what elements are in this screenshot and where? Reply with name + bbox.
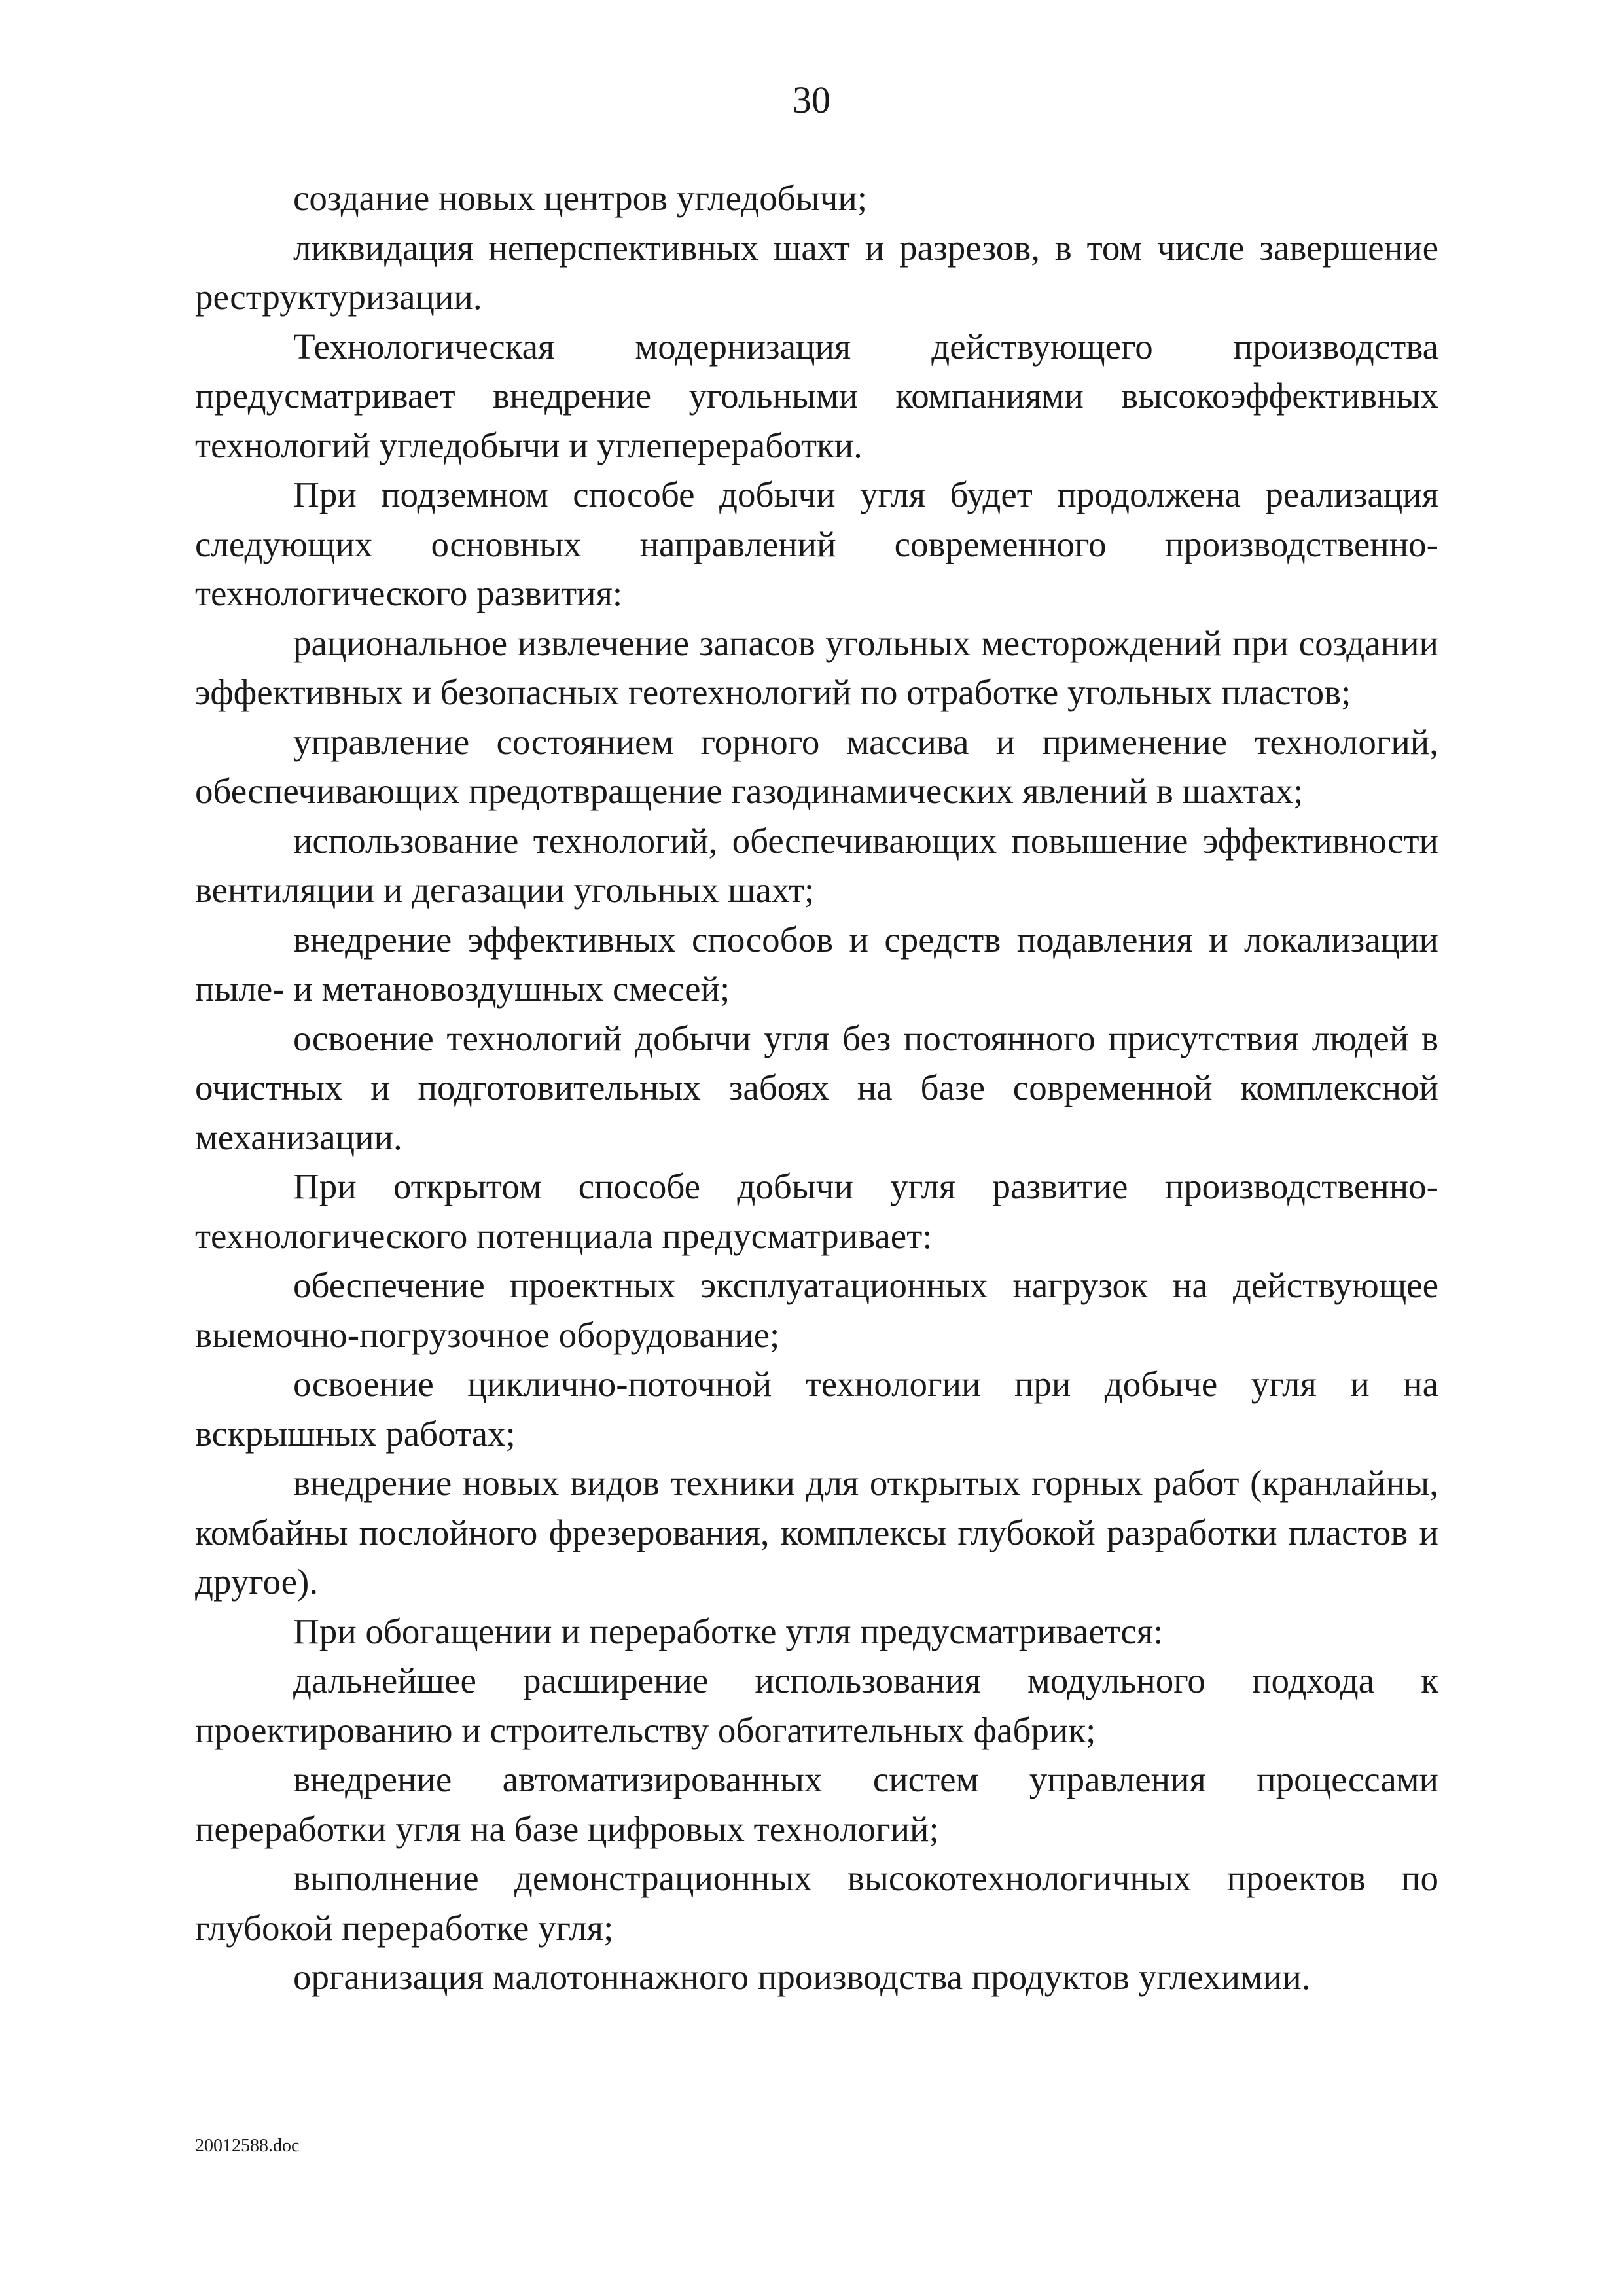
paragraph: рациональное извлечение запасов угольных месторождений при создании эффективных и безопасных геотехнологий по отработке угольных пластов; [195,622,1438,712]
paragraph: Технологическая модернизация действующего производства предусматривает внедрение угольными компаниями высокоэффективных технологий угледобычи и углепереработки. [195,326,1438,465]
paragraph: управление состоянием горного массива и применение технологий, обеспечивающих предотвращение газодинамических явлений в шахтах; [195,721,1438,811]
paragraph: освоение технологий добычи угля без постоянного присутствия людей в очистных и подготовительных забоях на базе современной комплексной механизации. [195,1018,1438,1157]
paragraph: создание новых центров угледобычи; [293,178,868,218]
paragraph: При обогащении и переработке угля предусматривается: [293,1611,1164,1651]
paragraph: внедрение эффективных способов и средств подавления и локализации пыле- и метановоздушных смесей; [195,919,1438,1009]
paragraph: обеспечение проектных эксплуатационных нагрузок на действующее выемочно-погрузочное оборудование; [195,1265,1438,1355]
page-number: 30 [793,79,830,121]
paragraph: внедрение новых видов техники для открытых горных работ (кранлайны, комбайны послойного фрезерования, комплексы глубокой разработки пластов и другое). [195,1463,1438,1602]
paragraph: организация малотоннажного производства продуктов углехимии. [293,1957,1311,1997]
paragraph: использование технологий, обеспечивающих повышение эффективности вентиляции и дегазации угольных шахт; [195,820,1438,910]
paragraph: внедрение автоматизированных систем управления процессами переработки угля на базе цифровых технологий; [195,1759,1438,1849]
paragraph: дальнейшее расширение использования модульного подхода к проектированию и строительству обогатительных фабрик; [195,1660,1438,1750]
paragraph: выполнение демонстрационных высокотехнологичных проектов по глубокой переработке угля; [195,1858,1438,1948]
paragraph: ликвидация неперспективных шахт и разрезов, в том числе завершение реструктуризации. [195,227,1438,317]
document-file-name: 20012588.doc [195,2136,300,2156]
paragraph: освоение циклично-поточной технологии при добыче угля и на вскрышных работах; [195,1364,1438,1454]
paragraph: При открытом способе добычи угля развитие производственно-технологического потенциала предусматривает: [195,1166,1438,1256]
document-body [195,173,1438,2002]
paragraph: При подземном способе добычи угля будет продолжена реализация следующих основных направлений современного производственно-технологического развития: [195,475,1438,613]
